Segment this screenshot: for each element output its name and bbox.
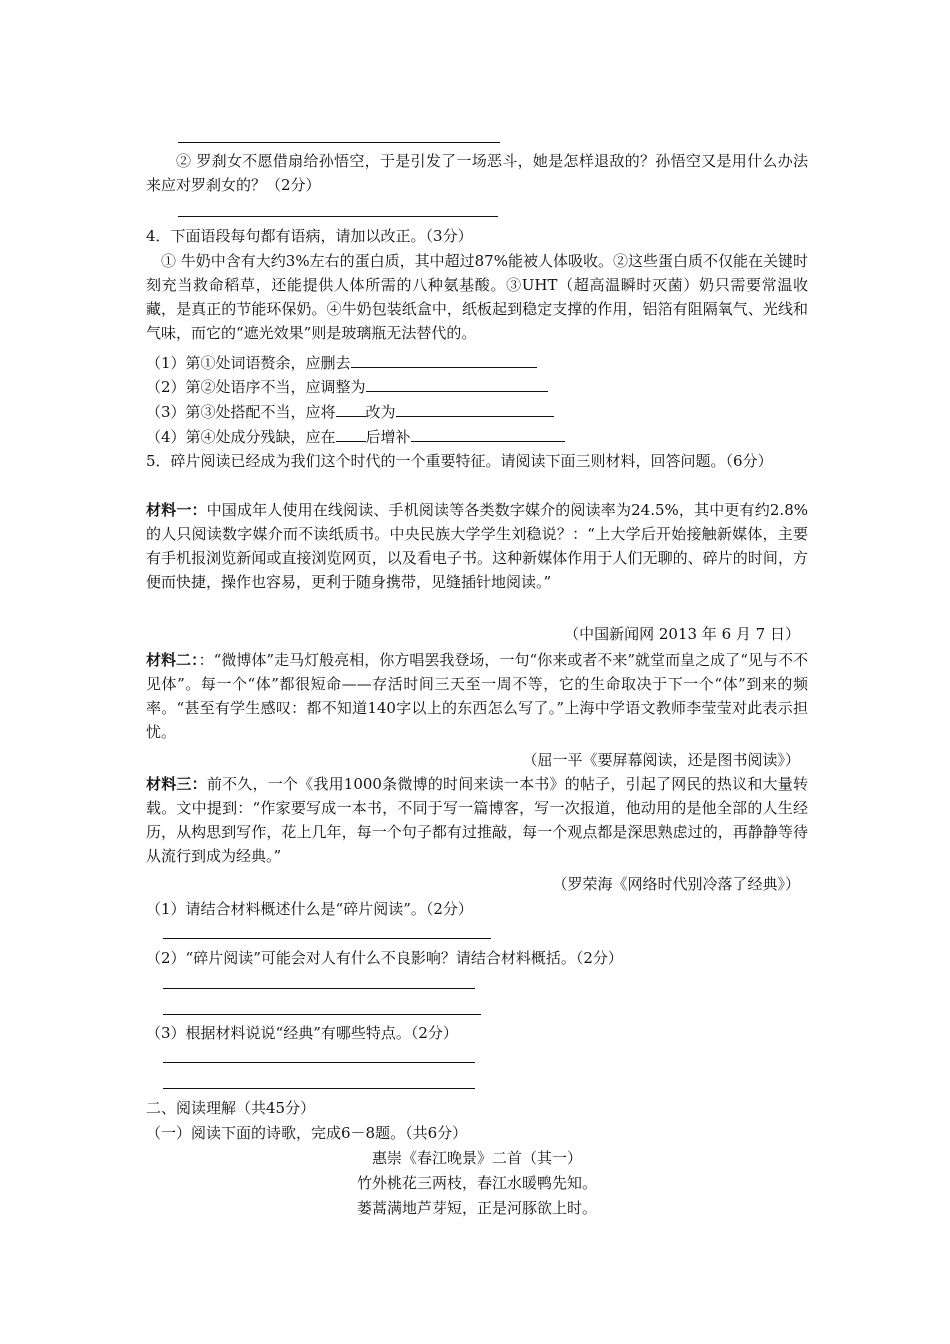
q5-sub1: （1）请结合材料概述什么是“碎片阅读”。（2分）: [146, 900, 473, 918]
material-2-text: ：“微博体”走马灯般亮相，你方唱罢我登场，一句“你来或者不来”就堂而皇之成了“见与不不见体”。每一个“体”都很短命——存活时间三天至一周不等，它的生命取决于下一个“体”到来的频率。“甚至有学生感叹：都不知道140字以上的东西怎么写了。”上海中学语文教师李莹莹对此表示担忧。: [146, 651, 808, 741]
answer-line[interactable]: [163, 1062, 475, 1063]
q4-item-3: （3）第③处搭配不当，应将 改为: [146, 398, 554, 424]
material-1-label: 材料一：: [146, 501, 207, 519]
q5-sub3: （3）根据材料说说“经典”有哪些特点。（2分）: [146, 1024, 458, 1042]
answer-line[interactable]: [163, 1014, 481, 1015]
material-1-text: 中国成年人使用在线阅读、手机阅读等各类数字媒介的阅读率为24.5%，其中更有约2.8%的人只阅读数字媒介而不读纸质书。中央民族大学学生刘稳说？：“上大学后开始接触新媒体，主要有手机报浏览新闻或直接浏览网页，以及看电子书。这种新媒体作用于人们无聊的、碎片的时间，方便而快捷，操作也容易，更利于随身携带，见缝插针地阅读。”: [146, 501, 808, 591]
poem-line-2: 蒌蒿满地芦芽短，正是河豚欲上时。: [356, 1199, 597, 1217]
answer-line[interactable]: [178, 216, 498, 217]
material-1: [146, 498, 808, 594]
q4-item-2: （2）第②处语序不当，应调整为: [146, 373, 548, 399]
q4-title: 4．下面语段每句都有语病，请加以改正。（3分）: [146, 227, 473, 245]
answer-blank[interactable]: [396, 398, 554, 417]
q4-passage: ① 牛奶中含有大约3%左右的蛋白质，其中超过87%能被人体吸收。②这些蛋白质不仅能在关键时刻充当救命稻草，还能提供人体所需的八种氨基酸。③UHT（超高温瞬时灭菌）奶只需要常温收藏，是真正的节能环保奶。④牛奶包装纸盒中，纸板起到稳定支撑的作用，铝箔有阻隔氧气、光线和气味，而它的“遮光效果”则是玻璃瓶无法替代的。: [146, 252, 808, 342]
poem-title: 惠崇《春江晚景》二首（其一）: [371, 1149, 582, 1167]
material-3-source: （罗荣海《网络时代别冷落了经典》）: [552, 875, 800, 893]
q5-title: 5．碎片阅读已经成为我们这个时代的一个重要特征。请阅读下面三则材料，回答问题。（6分）: [146, 452, 773, 470]
answer-blank[interactable]: [411, 423, 565, 442]
q5-sub2: （2）“碎片阅读”可能会对人有什么不良影响？请结合材料概括。（2分）: [146, 949, 623, 967]
material-2-label: 材料二：: [146, 651, 199, 669]
answer-blank[interactable]: [351, 349, 537, 368]
answer-line[interactable]: [163, 988, 475, 989]
q4-item-1: （1）第①处词语赘余，应删去: [146, 349, 537, 375]
part2-subtitle: （一）阅读下面的诗歌，完成6－8题。（共6分）: [146, 1124, 468, 1142]
material-3-label: 材料三：: [146, 775, 207, 793]
poem-line-1: 竹外桃花三两枝，春江水暖鸭先知。: [356, 1174, 597, 1192]
material-3: [146, 772, 808, 868]
answer-blank[interactable]: [366, 373, 548, 392]
answer-blank[interactable]: [336, 398, 366, 417]
material-2: [146, 648, 808, 744]
answer-blank[interactable]: [336, 423, 366, 442]
answer-line[interactable]: [178, 142, 500, 143]
q3-sub2-text: ② 罗刹女不愿借扇给孙悟空，于是引发了一场恶斗，她是怎样退敌的？孙悟空又是用什么办法来应对罗刹女的？（2分）: [146, 152, 808, 194]
material-3-text: 前不久，一个《我用1000条微博的时间来读一本书》的帖子，引起了网民的热议和大量转载。文中提到：“作家要写成一本书，不同于写一篇博客，写一次报道，他动用的是他全部的人生经历，从构思到写作，花上几年，每一个句子都有过推敲，每一个观点都是深思熟虑过的，再静静等待从流行到成为经典。”: [146, 775, 808, 865]
material-1-source: （中国新闻网 2013 年 6 月 7 日）: [564, 625, 800, 643]
part2-title: 二、阅读理解（共45分）: [146, 1099, 316, 1117]
answer-line[interactable]: [163, 938, 491, 939]
material-2-source: （屈一平《要屏幕阅读，还是图书阅读》）: [522, 751, 800, 769]
answer-line[interactable]: [163, 1088, 475, 1089]
q4-item-4: （4）第④处成分残缺，应在 后增补: [146, 423, 565, 449]
